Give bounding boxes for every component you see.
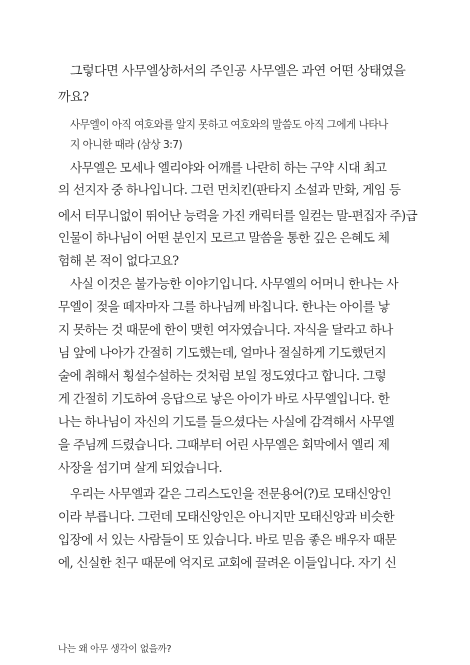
paragraph-line: 우리는 사무엘과 같은 그리스도인을 전문용어(?)로 모태신앙인 [70,486,391,501]
quote-line: 지 아니한 때라 (삼상 3:7) [70,139,183,151]
paragraph-line: 사실 이것은 불가능한 이야기입니다. 사무엘의 어머니 한나는 사 [70,276,398,291]
paragraph-line: 지 못하는 것 때문에 한이 맺힌 여자였습니다. 자식을 달라고 하나 [58,322,393,337]
paragraph-line: 사무엘은 모세나 엘리야와 어깨를 나란히 하는 구약 시대 최고 [70,160,387,175]
intro-line: 그렇다면 사무엘상하서의 주인공 사무엘은 과연 어떤 상태였을 [70,64,406,79]
paragraph-line: 무엘이 젖을 떼자마자 그를 하나님께 바칩니다. 한나는 아이를 낳 [58,299,390,314]
running-footer: 나는 왜 아무 생각이 없을까? [58,644,172,655]
intro-line: 까요? [58,90,89,105]
paragraph-line: 나는 하나님이 자신의 기도를 들으셨다는 사실에 감격해서 사무엘 [58,414,395,429]
quote-line: 사무엘이 아직 여호와를 알지 못하고 여호와의 말씀도 아직 그에게 나타나 [70,119,388,131]
paragraph-line: 사장을 섬기며 살게 되었습니다. [58,460,222,475]
paragraph-line: 술에 취해서 횡설수설하는 것처럼 보일 정도였다고 합니다. 그렇 [58,368,386,383]
paragraph-line: 에, 신실한 친구 때문에 억지로 교회에 끌려온 이들입니다. 자기 신 [58,555,397,570]
paragraph-line: 님 앞에 나아가 간절히 기도했는데, 얼마나 절실하게 기도했던지 [58,345,386,360]
paragraph-line: 인물이 하나님이 어떤 분인지 모르고 말씀을 통한 깊은 은혜도 체 [58,230,390,245]
paragraph-line: 에서 터무니없이 뛰어난 능력을 가진 캐릭터를 일컫는 말-편집자 주)급 [58,208,418,223]
paragraph-line: 이라 부릅니다. 그런데 모태신앙인은 아니지만 모태신앙과 비슷한 [58,509,395,524]
paragraph-line: 의 선지자 중 하나입니다. 그런 먼치킨(판타지 소설과 만화, 게임 등 [58,182,401,197]
paragraph-line: 입장에 서 있는 사람들이 또 있습니다. 바로 믿음 좋은 배우자 때문 [58,532,397,547]
paragraph-line: 을 주님께 드렸습니다. 그때부터 어린 사무엘은 회막에서 엘리 제 [58,437,390,452]
paragraph-line: 게 간절히 기도하여 응답으로 낳은 아이가 바로 사무엘입니다. 한 [58,391,390,406]
paragraph-line: 험해 본 적이 없다고요? [58,253,179,268]
